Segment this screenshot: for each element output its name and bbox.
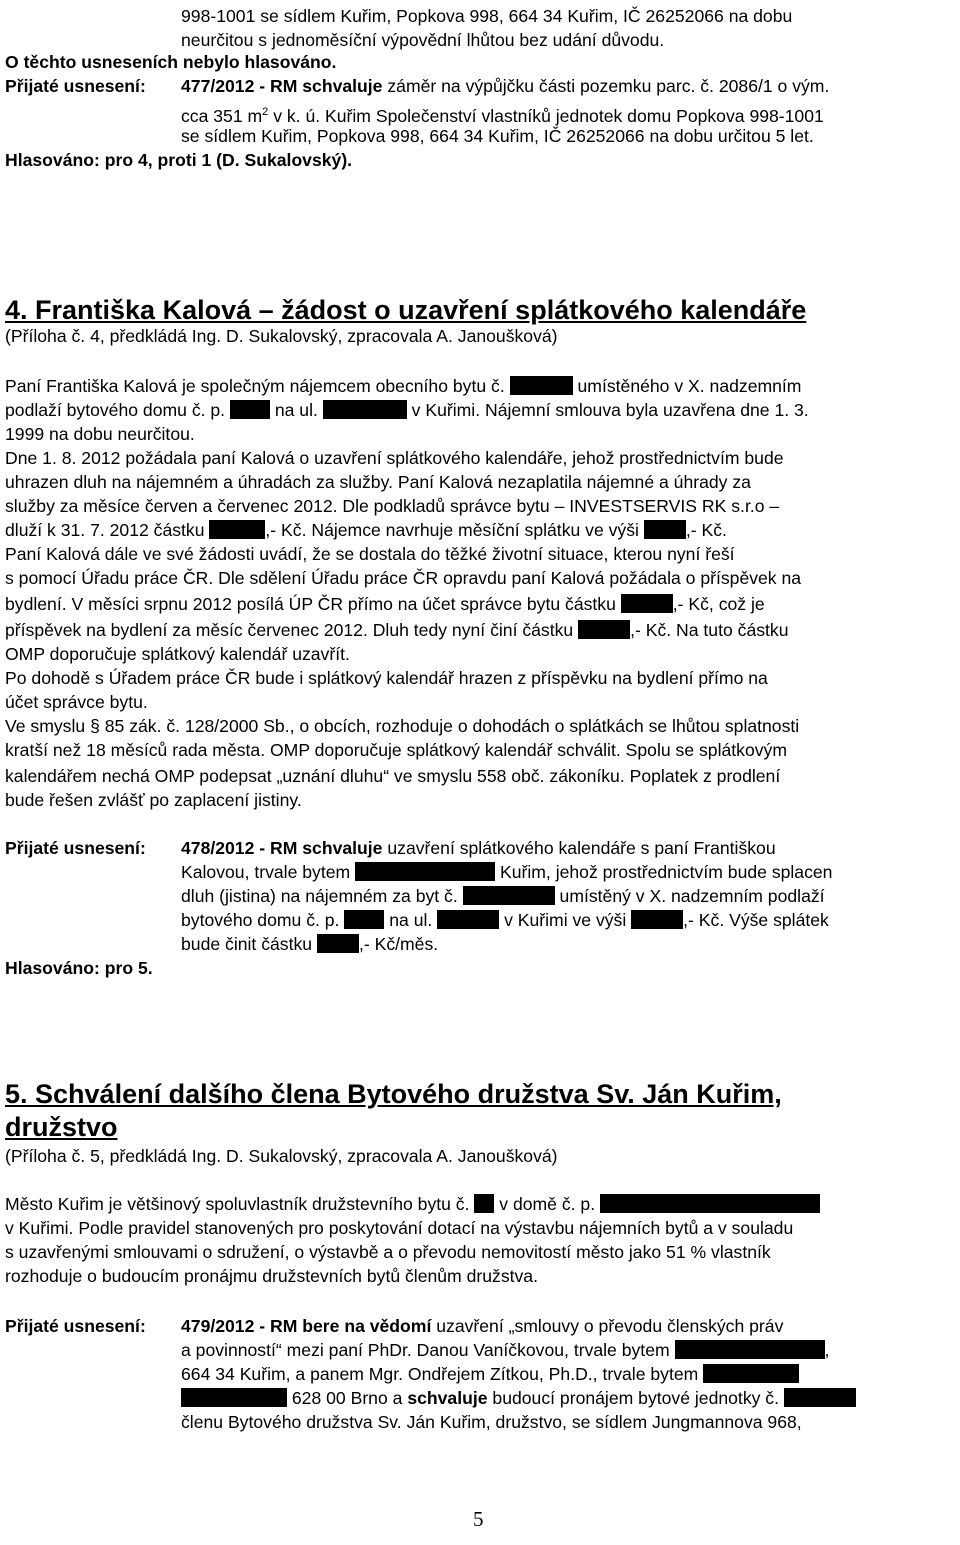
text-span: , [824, 1340, 830, 1360]
section-4-heading: 4. Františka Kalová – žádost o uzavření splátkového kalendáře [5, 295, 807, 325]
resolution-number: 479/2012 - RM bere na vědomí [181, 1316, 432, 1336]
text-span: v domě č. p. [499, 1194, 596, 1214]
text-span: ,- Kč. [685, 520, 727, 540]
text-span: podlaží bytového domu č. p. [5, 400, 226, 420]
text-span: budoucí pronájem bytové jednotky č. [492, 1388, 779, 1408]
text-span: ,- Kč. Výše splátek [683, 910, 829, 930]
text-line: Ve smyslu § 85 zák. č. 128/2000 Sb., o obcích, rozhoduje o dohodách o splátkách se lhůtou splatnosti [5, 716, 800, 736]
resolution-477-line-1 [181, 76, 829, 97]
redaction-block [323, 400, 407, 419]
text-line: služby za měsíce červen a červenec 2012. Dle podkladů správce bytu – INVESTSERVIS RK s.r.o – [5, 496, 780, 516]
text-span: bydlení. V měsíci srpnu 2012 posílá ÚP ČR přímo na účet správce bytu částku [5, 594, 616, 614]
text-line: členu Bytového družstva Sv. Ján Kuřim, družstvo, se sídlem Jungmannova 968, [181, 1412, 802, 1432]
text-line: s uzavřenými smlouvami o sdružení, o výstavbě a o převodu nemovitostí město jako 51 % vlastník [5, 1242, 771, 1262]
text-line: kratší než 18 měsíců rada města. OMP doporučuje splátkový kalendář schválit. Spolu se splátkovým [5, 740, 787, 760]
text-line [181, 934, 438, 955]
resolution-label: Přijaté usnesení: [5, 76, 146, 96]
redaction-block [437, 910, 499, 929]
text-span: uzavření „smlouvy o převodu členských práv [436, 1316, 784, 1336]
redaction-block [355, 862, 495, 881]
text-line [181, 886, 825, 907]
text-line: Paní Kalová dále ve své žádosti uvádí, že se dostala do těžké životní situace, kterou nyní řeší [5, 544, 735, 564]
section-subtitle: (Příloha č. 4, předkládá Ing. D. Sukalovský, zpracovala A. Janoušková) [5, 326, 558, 346]
text-line: Po dohodě s Úřadem práce ČR bude i splátkový kalendář hrazen z příspěvku na bydlení přímo na [5, 668, 768, 688]
no-vote-note: O těchto usneseních nebylo hlasováno. [5, 52, 337, 72]
text-span: v Kuřimi ve výši [504, 910, 627, 930]
text-span: ,- Kč/měs. [358, 934, 439, 954]
text-line [5, 1194, 820, 1215]
resolution-label: Přijaté usnesení: [5, 1316, 146, 1336]
text-span: umístěného v X. nadzemním [577, 376, 802, 396]
text-line [181, 1340, 829, 1361]
text-line [181, 1364, 799, 1385]
text-span: Město Kuřim je většinový spoluvlastník družstevního bytu č. [5, 1194, 470, 1214]
resolution-479-line-1 [181, 1316, 783, 1337]
text-line: Dne 1. 8. 2012 požádala paní Kalová o uzavření splátkového kalendáře, jehož prostřednictvím bude [5, 448, 784, 468]
text-line [5, 520, 727, 541]
redaction-block [510, 376, 573, 395]
text-span: uzavření splátkového kalendáře s paní Františkou [387, 838, 776, 858]
resolution-number: 477/2012 - RM schvaluje [181, 76, 383, 96]
resolution-number: 478/2012 - RM schvaluje [181, 838, 383, 858]
page-number: 5 [473, 1507, 484, 1531]
text-span: dluží k 31. 7. 2012 částku [5, 520, 205, 540]
superscript: 2 [262, 106, 269, 118]
text-span: bude činit částku [181, 934, 313, 954]
text-line [181, 1388, 856, 1409]
text-line: 1999 na dobu neurčitou. [5, 424, 195, 444]
text-span: schvaluje [407, 1388, 488, 1408]
redaction-block [317, 934, 359, 953]
text-line: bude řešen zvlášť po zaplacení jistiny. [5, 790, 302, 810]
resolution-label: Přijaté usnesení: [5, 838, 146, 858]
section-5-heading: 5. Schválení dalšího člena Bytového družstva Sv. Ján Kuřim, [5, 1079, 782, 1109]
redaction-block [181, 1388, 287, 1407]
text-span: Kuřim, jehož prostřednictvím bude splacen [499, 862, 833, 882]
text-span: dluh (jistina) na nájemném za byt č. [181, 886, 458, 906]
text-span: 664 34 Kuřim, a panem Mgr. Ondřejem Zítkou, Ph.D., trvale bytem [181, 1364, 699, 1384]
text-line: uhrazen dluh na nájemném a úhradách za služby. Paní Kalová nezaplatila nájemné a úhrady za [5, 472, 751, 492]
redaction-block [675, 1340, 825, 1359]
text-line [5, 594, 765, 615]
text-line [5, 376, 801, 397]
text-span: Paní Františka Kalová je společným nájemcem obecního bytu č. [5, 376, 505, 396]
redaction-block [703, 1364, 799, 1383]
section-subtitle: (Příloha č. 5, předkládá Ing. D. Sukalovský, zpracovala A. Janoušková) [5, 1146, 558, 1166]
redaction-block [578, 620, 630, 639]
text-span: 628 00 Brno a [291, 1388, 403, 1408]
text-line: s pomocí Úřadu práce ČR. Dle sdělení Úřadu práce ČR opravdu paní Kalová požádala o příspěvek na [5, 568, 802, 588]
redaction-block [230, 400, 270, 419]
text-span: ,- Kč. Nájemce navrhuje měsíční splátku ve výši [265, 520, 639, 540]
text-line: účet správce bytu. [5, 692, 148, 712]
text-line: v Kuřimi. Podle pravidel stanovených pro poskytování dotací na výstavbu nájemních bytů a v souladu [5, 1218, 794, 1238]
text-span: příspěvek na bydlení za měsíc červenec 2012. Dluh tedy nyní činí částku [5, 620, 574, 640]
redaction-block [621, 594, 673, 613]
redaction-block [344, 910, 384, 929]
vote-result: Hlasováno: pro 4, proti 1 (D. Sukalovský). [5, 150, 353, 170]
text-line [181, 910, 829, 931]
redaction-block [631, 910, 683, 929]
redaction-block [600, 1194, 820, 1213]
redaction-block [209, 520, 265, 539]
text-span: cca 351 m [181, 106, 263, 126]
text-span: v Kuřimi. Nájemní smlouva byla uzavřena dne 1. 3. [411, 400, 809, 420]
text-span: v k. ú. Kuřim Společenství vlastníků jednotek domu Popkova 998-1001 [273, 106, 824, 126]
text-line [5, 400, 809, 421]
resolution-477-line-2 [181, 102, 824, 127]
text-span: umístěný v X. nadzemním podlaží [559, 886, 825, 906]
text-line [5, 620, 789, 641]
text-line: 998-1001 se sídlem Kuřim, Popkova 998, 664 34 Kuřim, IČ 26252066 na dobu [181, 6, 793, 26]
text-line [181, 862, 832, 883]
redaction-block [474, 1194, 494, 1213]
text-span: bytového domu č. p. [181, 910, 340, 930]
resolution-478-line-1 [181, 838, 776, 859]
text-span: ,- Kč, což je [672, 594, 765, 614]
text-span: na ul. [274, 400, 318, 420]
text-line: OMP doporučuje splátkový kalendář uzavřít. [5, 644, 350, 664]
text-span: záměr na výpůjčku části pozemku parc. č. 2086/1 o vým. [387, 76, 830, 96]
text-span: na ul. [389, 910, 433, 930]
text-span: ,- Kč. Na tuto částku [630, 620, 789, 640]
text-span: a povinností“ mezi paní PhDr. Danou Vaníčkovou, trvale bytem [181, 1340, 670, 1360]
text-line: kalendářem nechá OMP podepsat „uznání dluhu“ ve smyslu 558 obč. zákoníku. Poplatek z prodlení [5, 766, 781, 786]
redaction-block [463, 886, 555, 905]
text-line: neurčitou s jednoměsíční výpovědní lhůtou bez udání důvodu. [181, 30, 665, 50]
text-span: Kalovou, trvale bytem [181, 862, 351, 882]
text-line: se sídlem Kuřim, Popkova 998, 664 34 Kuřim, IČ 26252066 na dobu určitou 5 let. [181, 126, 814, 146]
text-line: rozhoduje o budoucím pronájmu družstevních bytů členům družstva. [5, 1266, 538, 1286]
redaction-block [784, 1388, 856, 1407]
section-5-heading-cont: družstvo [5, 1112, 118, 1142]
redaction-block [644, 520, 686, 539]
vote-result: Hlasováno: pro 5. [5, 958, 153, 978]
